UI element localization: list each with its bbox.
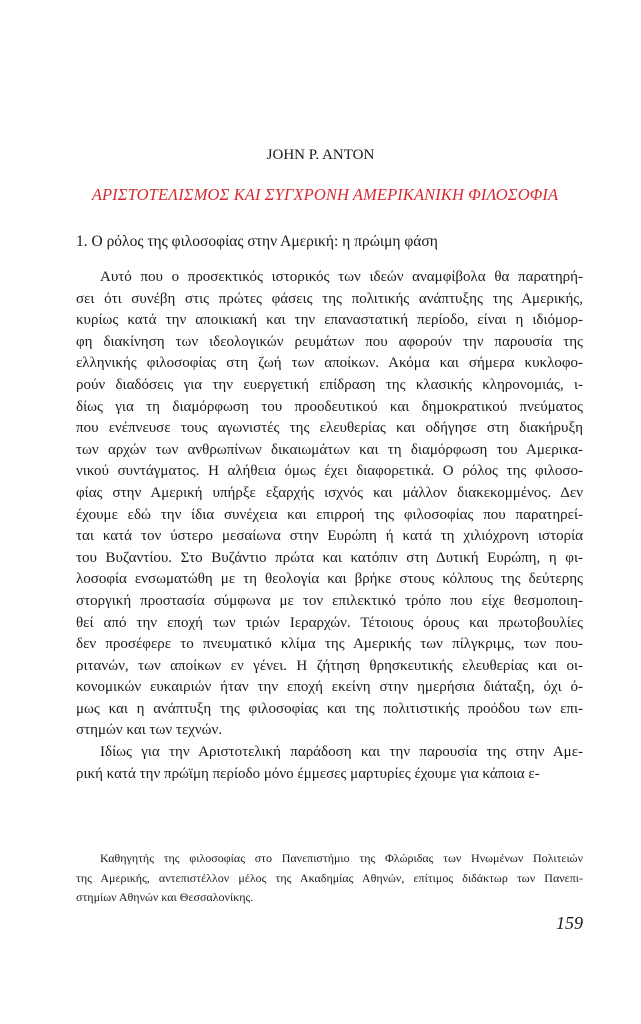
body-line: νικού συντάγματος. Η αλήθεια όμως έχει διαφορετικά. Ο ρόλος της φιλοσο- [76,463,583,480]
footnote-line: στημίων Αθηνών και Θεσσαλονίκης. [76,890,254,904]
body-line: του Βυζαντίου. Στο Βυζάντιο πρώτα και κατόπιν στη Δυτική Ευρώπη, η φι- [76,549,583,566]
body-line: που ενέπνευσε τους αγωνιστές της ελευθερίας και οδήγησε στη διακήρυξη [76,420,583,437]
body-text [76,267,583,785]
body-line: δίως για τη διαμόρφωση του προοδευτικού και δημοκρατικού πνεύματος [76,398,583,415]
body-line: στημών και των τεχνών. [76,722,223,739]
article-title: ΑΡΙΣΤΟΤΕΛΙΣΜΟΣ ΚΑΙ ΣΥΓΧΡΟΝΗ ΑΜΕΡΙΚΑΝΙΚΗ ΦΙΛΟΣΟΦΙΑ [91,185,559,204]
body-line: έχουμε εδώ την ίδια συνέχεια και επιρροή της φιλοσοφίας που παρατηρεί- [76,506,583,523]
body-line: ριτανών, των αποίκων εν γένει. Η ζήτηση θρησκευτικής ελευθερίας και οι- [76,657,583,674]
body-line: Ιδίως για την Αριστοτελική παράδοση και την παρουσία της στην Αμε- [100,744,583,761]
footnote [76,849,583,908]
body-line: κονομικών ευκαιριών ήταν την εποχή εκείνη στην ημερήσια διάταξη, όχι ό- [76,679,583,696]
footnote-line: Καθηγητής της φιλοσοφίας στο Πανεπιστήμιο της Φλώριδας των Ηνωμένων Πολιτειών [100,851,583,865]
section-heading: 1. Ο ρόλος της φιλοσοφίας στην Αμερική: η πρώιμη φάση [76,233,438,250]
body-line: κυρίως κατά την αποικιακή και την επαναστατική περίοδο, είναι η ιδιόμορ- [76,312,583,329]
body-line: ελληνικής φιλοσοφίας στη ζωή των αποίκων. Ακόμα και σήμερα κυκλοφο- [76,355,583,372]
body-line: Αυτό που ο προσεκτικός ιστορικός των ιδεών αναμφίβολα θα παρατηρή- [100,269,583,285]
page-number: 159 [556,913,583,933]
body-line: ται κατά τον ύστερο μεσαίωνα στην Ευρώπη ή κατά τη χιλιόχρονη ιστορία [76,528,583,545]
body-line: φη διακίνηση των ιδεολογικών ρευμάτων που αφορούν την παρουσία της [76,333,583,350]
body-line: μως και η ανάπτυξη της φιλοσοφίας και της πολιτιστικής προόδου των επι- [76,700,583,717]
body-line: δεν προσέφερε το πνευματικό κλίμα της Αμερικής των πίλγκριμς, των που- [76,636,583,653]
footnote-line: της Αμερικής, αντεπιστέλλον μέλος της Ακαδημίας Αθηνών, επίτιμος διδάκτωρ των Πανεπι- [76,870,583,885]
body-line: λοσοφία ενσωματώθη με τη θεολογία και βρήκε στους κόλπους της δεύτερης [76,571,583,588]
body-line: φίας στην Αμερική υπήρξε εξαρχής ισχνός και μάλλον διακεκομμένος. Δεν [76,484,583,501]
body-line: ρούν διαδόσεις για την ευεργετική επίδραση της κλασικής κληρονομιάς, ι- [76,376,583,393]
body-line: των αρχών των ανθρωπίνων δικαιωμάτων και τη διαμόρφωση του Αμερικα- [76,441,583,458]
body-line: θεί από την εποχή των τριών Ιεραρχών. Τέτοιους όρους και πρωτοβουλίες [76,614,583,631]
body-line: ρική κατά την πρώϊμη περίοδο μόνο έμμεσες μαρτυρίες έχουμε για κάποια ε- [76,765,540,782]
body-line: σει ότι συνέβη στις πρώτες φάσεις της πολιτικής ανάπτυξης της Αμερικής, [76,290,583,307]
author-name: JOHN P. ANTON [266,147,375,163]
body-line: στοργική προστασία σύμφωνα με τον επιλεκτικό τρόπο που είχε θεσμοποιη- [76,592,583,609]
